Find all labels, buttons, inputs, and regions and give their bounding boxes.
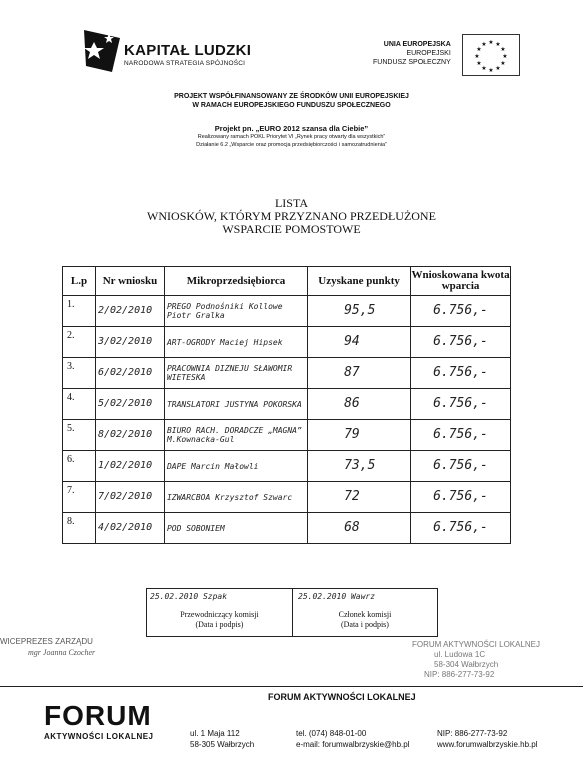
row-amount-value: 6.756,- — [433, 303, 488, 318]
row-nr — [95, 420, 164, 451]
row-firm-value: POD SOBONIEM — [166, 523, 225, 533]
row-amount-value: 6.756,- — [433, 334, 488, 349]
row-points-value: 72 — [344, 489, 360, 504]
address-city: 58-305 Wałbrzych — [190, 740, 255, 749]
project-line2: W RAMACH EUROPEJSKIEGO FUNDUSZU SPOŁECZNEGO — [192, 102, 391, 109]
svg-text:★: ★ — [488, 67, 494, 74]
table-row — [63, 420, 511, 451]
header-lp: L.p — [63, 267, 96, 296]
row-firm-value: IZWARCBOA Krzysztof Szwarc — [166, 492, 293, 502]
row-firm — [164, 296, 307, 327]
row-nr — [95, 513, 164, 544]
stamp-city: 58-304 Wałbrzych — [434, 660, 499, 669]
row-amount — [411, 420, 511, 451]
row-points-value: 86 — [344, 396, 360, 411]
row-lp: 4. — [63, 389, 96, 420]
member-date-label: (Data i podpis) — [340, 620, 389, 629]
kapital-ludzki-subtitle: NARODOWA STRATEGIA SPÓJNOŚCI — [124, 60, 246, 67]
organization-stamp — [412, 640, 540, 680]
row-amount — [411, 482, 511, 513]
project-line1: PROJEKT WSPÓŁFINANSOWANY ZE ŚRODKÓW UNII EUROPEJSKIEJ — [174, 93, 409, 100]
row-nr — [95, 451, 164, 482]
member-label: Członek komisji — [338, 610, 392, 619]
footer-org-name: FORUM AKTYWNOŚCI LOKALNEJ — [268, 692, 416, 702]
footer-divider — [0, 686, 583, 687]
member-signature: 25.02.2010 Wawrz — [298, 592, 376, 601]
stamp-title: WICEPREZES ZARZĄDU — [0, 637, 93, 646]
chair-signature: 25.02.2010 Szpak — [150, 592, 228, 601]
row-firm — [164, 389, 307, 420]
row-firm — [164, 451, 307, 482]
title-line2: WNIOSKÓW, KTÓRYM PRZYZNANO PRZEDŁUŻONE — [147, 209, 436, 223]
row-firm — [164, 513, 307, 544]
svg-text:★: ★ — [474, 53, 480, 60]
row-nr-value: 5/02/2010 — [97, 398, 153, 409]
forum-logo: FORUM — [44, 700, 152, 731]
footer-website: www.forumwalbrzyskie.hb.pl — [437, 740, 538, 749]
header-nr: Nr wniosku — [95, 267, 164, 296]
eu-flag-icon — [462, 34, 520, 76]
row-lp: 7. — [63, 482, 96, 513]
row-amount-value: 6.756,- — [433, 458, 488, 473]
document-title — [90, 197, 493, 236]
table-row — [63, 327, 511, 358]
row-lp: 2. — [63, 327, 96, 358]
row-points — [308, 389, 411, 420]
row-firm-value: ART-OGRODY Maciej Hipsek — [166, 337, 283, 347]
row-points — [308, 327, 411, 358]
row-amount — [411, 513, 511, 544]
svg-text:★: ★ — [500, 46, 506, 53]
row-amount — [411, 358, 511, 389]
project-name: Projekt pn. „EURO 2012 szansa dla Ciebie” — [214, 124, 369, 133]
eu-line1: UNIA EUROPEJSKA — [383, 41, 451, 48]
stamp-name: mgr Joanna Czocher — [28, 648, 96, 657]
stamp-street: ul. Ludowa 1C — [434, 650, 486, 659]
vice-president-stamp — [0, 636, 95, 658]
row-points — [308, 513, 411, 544]
row-nr — [95, 358, 164, 389]
applications-table — [62, 266, 511, 544]
row-lp: 5. — [63, 420, 96, 451]
row-amount-value: 6.756,- — [433, 520, 488, 535]
table-row — [63, 389, 511, 420]
chair-label: Przewodniczący komisji — [180, 610, 259, 619]
row-amount-value: 6.756,- — [433, 365, 488, 380]
svg-text:★: ★ — [488, 39, 494, 46]
row-lp: 8. — [63, 513, 96, 544]
row-firm — [164, 420, 307, 451]
row-amount — [411, 327, 511, 358]
row-lp: 6. — [63, 451, 96, 482]
footer-ids — [437, 728, 537, 750]
eu-label — [373, 40, 451, 67]
row-firm-value: PRACOWNIA DIZNEJU SŁAWOMIR WIETESKA — [166, 364, 293, 382]
row-firm — [164, 327, 307, 358]
svg-text:★: ★ — [476, 46, 482, 53]
stamp-org: FORUM AKTYWNOŚCI LOKALNEJ — [412, 640, 541, 649]
row-nr-value: 6/02/2010 — [97, 367, 153, 378]
row-nr — [95, 389, 164, 420]
row-points — [308, 358, 411, 389]
chair-date-label: (Data i podpis) — [195, 620, 244, 629]
table-header-row — [63, 267, 511, 296]
svg-text:★: ★ — [495, 65, 501, 72]
row-firm-value: BIURO RACH. DORADCZE „MAGNA” M.Kownacka-Gul — [166, 426, 302, 444]
row-firm — [164, 482, 307, 513]
row-nr-value: 7/02/2010 — [97, 491, 153, 502]
title-line1: LISTA — [274, 196, 309, 210]
row-nr-value: 8/02/2010 — [97, 429, 153, 440]
svg-text:★: ★ — [476, 60, 482, 67]
row-nr — [95, 327, 164, 358]
svg-text:★: ★ — [495, 41, 501, 48]
table-row — [63, 513, 511, 544]
project-action: Działanie 6.2 „Wsparcie oraz promocja przedsiębiorczości i samozatrudnienia” — [196, 142, 387, 148]
row-points-value: 87 — [344, 365, 360, 380]
project-priority: Realizowany ramach POKL Priorytet VI „Rynek pracy otwarty dla wszystkich” — [197, 134, 386, 140]
row-nr-value: 3/02/2010 — [97, 336, 153, 347]
row-points — [308, 296, 411, 327]
row-amount-value: 6.756,- — [433, 489, 488, 504]
row-firm-value: TRANSLATORI JUSTYNA POKORSKA — [166, 399, 302, 409]
row-nr-value: 2/02/2010 — [97, 305, 153, 316]
table-row — [63, 482, 511, 513]
row-amount — [411, 389, 511, 420]
row-nr-value: 1/02/2010 — [97, 460, 153, 471]
row-amount — [411, 296, 511, 327]
row-amount-value: 6.756,- — [433, 396, 488, 411]
title-line3: WSPARCIE POMOSTOWE — [222, 222, 361, 236]
row-points-value: 68 — [344, 520, 360, 535]
row-firm-value: DAPE Marcin Małowli — [166, 461, 259, 471]
svg-text:★: ★ — [481, 41, 487, 48]
stamp-nip: NIP: 886-277-73-92 — [424, 670, 495, 679]
header-firm: Mikroprzedsiębiorca — [164, 267, 307, 296]
row-lp: 3. — [63, 358, 96, 389]
svg-text:★: ★ — [500, 60, 506, 67]
row-nr-value: 4/02/2010 — [97, 522, 153, 533]
row-points-value: 95,5 — [344, 303, 376, 318]
row-firm — [164, 358, 307, 389]
row-points — [308, 482, 411, 513]
project-cofinancing — [100, 92, 483, 110]
row-points-value: 79 — [344, 427, 360, 442]
svg-text:★: ★ — [502, 53, 508, 60]
kapital-ludzki-title: KAPITAŁ LUDZKI — [124, 42, 252, 59]
footer-nip: NIP: 886-277-73-92 — [437, 729, 508, 738]
footer-contact — [296, 728, 410, 750]
table-row — [63, 451, 511, 482]
svg-text:★: ★ — [481, 65, 487, 72]
footer-address — [190, 728, 254, 750]
row-points-value: 73,5 — [344, 458, 376, 473]
row-points — [308, 420, 411, 451]
footer-email: e-mail: forumwalbrzyskie@hb.pl — [296, 740, 410, 749]
row-lp: 1. — [63, 296, 96, 327]
eu-line3: FUNDUSZ SPOŁECZNY — [373, 59, 451, 66]
header-points: Uzyskane punkty — [308, 267, 411, 296]
forum-logo-subtitle: AKTYWNOŚCI LOKALNEJ — [44, 732, 154, 741]
row-amount — [411, 451, 511, 482]
footer-phone: tel. (074) 848-01-00 — [296, 729, 367, 738]
row-points-value: 94 — [344, 334, 360, 349]
row-nr — [95, 296, 164, 327]
kapital-ludzki-logo-icon — [82, 28, 122, 74]
table-row — [63, 358, 511, 389]
header-amount: Wnioskowana kwota wparcia — [411, 267, 511, 296]
address-street: ul. 1 Maja 112 — [190, 729, 240, 738]
table-row — [63, 296, 511, 327]
eu-line2: EUROPEJSKI — [406, 50, 451, 57]
row-points — [308, 451, 411, 482]
row-firm-value: PREGO Podnośniki Kollowe Piotr Gralka — [166, 302, 283, 320]
row-nr — [95, 482, 164, 513]
row-amount-value: 6.756,- — [433, 427, 488, 442]
